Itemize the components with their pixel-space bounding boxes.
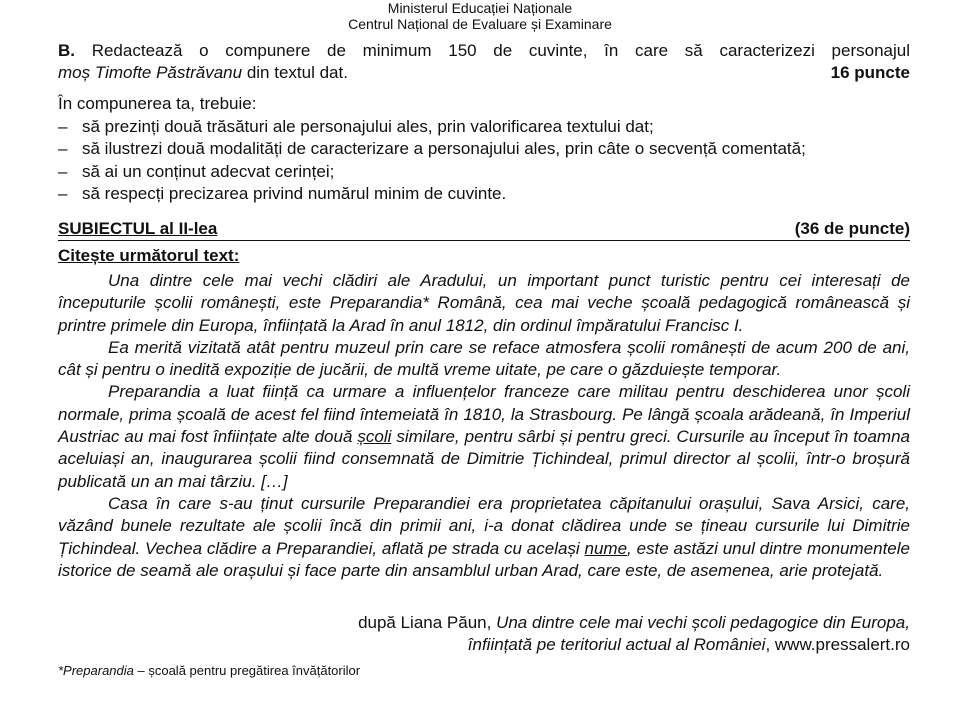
source-author: după Liana Păun,: [358, 613, 497, 632]
source-title-1: Una dintre cele mai vechi școli pedagogice din Europa,: [496, 613, 910, 632]
requirements: [58, 93, 910, 206]
section-b-line2: [58, 62, 910, 84]
paragraph-4: Casa în care s-au ținut cursurile Preparandiei era proprietatea căpitanului orașului, Sava Arsici, care, văzând bunele rezultate ale școlii încă din primii ani, i-a donat clădirea unde se țineau cursurile lui Dimitrie Țichindeal. Vechea clădire a Preparandiei, aflată pe strada cu același nume, este astăzi unul dintre monumentele istorice de seamă ale orașului și face parte din ansamblul urban Arad, care este, de asemenea, arie protejată.: [58, 493, 910, 580]
section-b: [58, 40, 910, 84]
center-name: Centrul Național de Evaluare și Examinare: [348, 16, 612, 32]
requirements-intro: În compunerea ta, trebuie:: [58, 94, 257, 113]
footnote-term: *Preparandia: [58, 663, 134, 678]
read-instruction: Citește următorul text:: [58, 246, 240, 265]
subject-points: (36 de puncte): [794, 219, 910, 238]
section-b-task-end: din textul dat.: [242, 63, 348, 82]
paragraph-2: Ea merită vizitată atât pentru muzeul prin care se reface atmosfera școlii românești de acum 200 de ani, cât și pentru o inedită expoziție de jucării, de multă vreme uitate, pe care o găzduiește temporar.: [58, 337, 910, 380]
dash-bullet: –: [58, 184, 68, 203]
footnote-definition: – școală pentru pregătirea învățătorilor: [133, 663, 361, 678]
underlined-word: nume: [584, 538, 628, 558]
source-url: , www.pressalert.ro: [765, 635, 910, 655]
dash-bullet: –: [58, 139, 68, 158]
section-b-task: Redactează o compunere de minimum 150 de cuvinte, în care să caracterizezi personajul: [91, 41, 911, 60]
list-item: – să prezinți două trăsături ale personajului ales, prin valorificarea textului dat;: [58, 116, 910, 139]
paragraph-1: Una dintre cele mai vechi clădiri ale Aradului, un important punct turistic pentru cei interesați de începuturile școlii românești, este Preparandia* Română, cea mai veche școală pedagogică românească și printre primele din Europa, înființată la Arad în anul 1812, din ordinul împăratului Francisc I.: [58, 271, 910, 335]
subject-heading: [58, 218, 910, 241]
text-source: [358, 612, 910, 657]
dash-bullet: –: [58, 161, 68, 181]
section-b-label: B.: [58, 41, 75, 60]
reading-text: [58, 270, 910, 582]
source-title-2: înființată pe teritoriul actual al României: [467, 635, 766, 655]
section-b-points: 16 puncte: [830, 63, 910, 82]
list-item: – să respecți precizarea privind numărul minim de cuvinte.: [58, 183, 910, 206]
requirements-list: [58, 116, 910, 206]
list-item: – să ilustrezi două modalități de caracterizare a personajului ales, prin câte o secvență comentată;: [58, 138, 910, 161]
dash-bullet: –: [58, 116, 68, 136]
character-name: moș Timofte Păstrăvanu: [58, 63, 243, 82]
paragraph-3: Preparandia a luat ființă ca urmare a influențelor franceze care militau pentru deschiderea unor școli normale, prima școală de acest fel fiind întemeiată în 1810, la Strasbourg. Pe lângă școala arădeană, în Imperiul Austriac au mai fost înființate alte două școli similare, pentru sârbi și pentru greci. Cursurile au început în toamna aceluiași an, inaugurarea școlii fiind consemnată de Dimitrie Țichindeal, primul director al școlii, într-o broșură publicată un an mai târziu. […]: [58, 382, 910, 491]
page-header: [0, 0, 960, 32]
list-item: – să ai un conținut adecvat cerinței;: [58, 161, 910, 184]
footnote: [58, 663, 360, 679]
ministry-name: Ministerul Educației Naționale: [387, 0, 573, 16]
subject-title: SUBIECTUL al II-lea: [58, 219, 218, 238]
section-b-line1: [58, 40, 910, 62]
underlined-word: școli: [357, 427, 392, 447]
